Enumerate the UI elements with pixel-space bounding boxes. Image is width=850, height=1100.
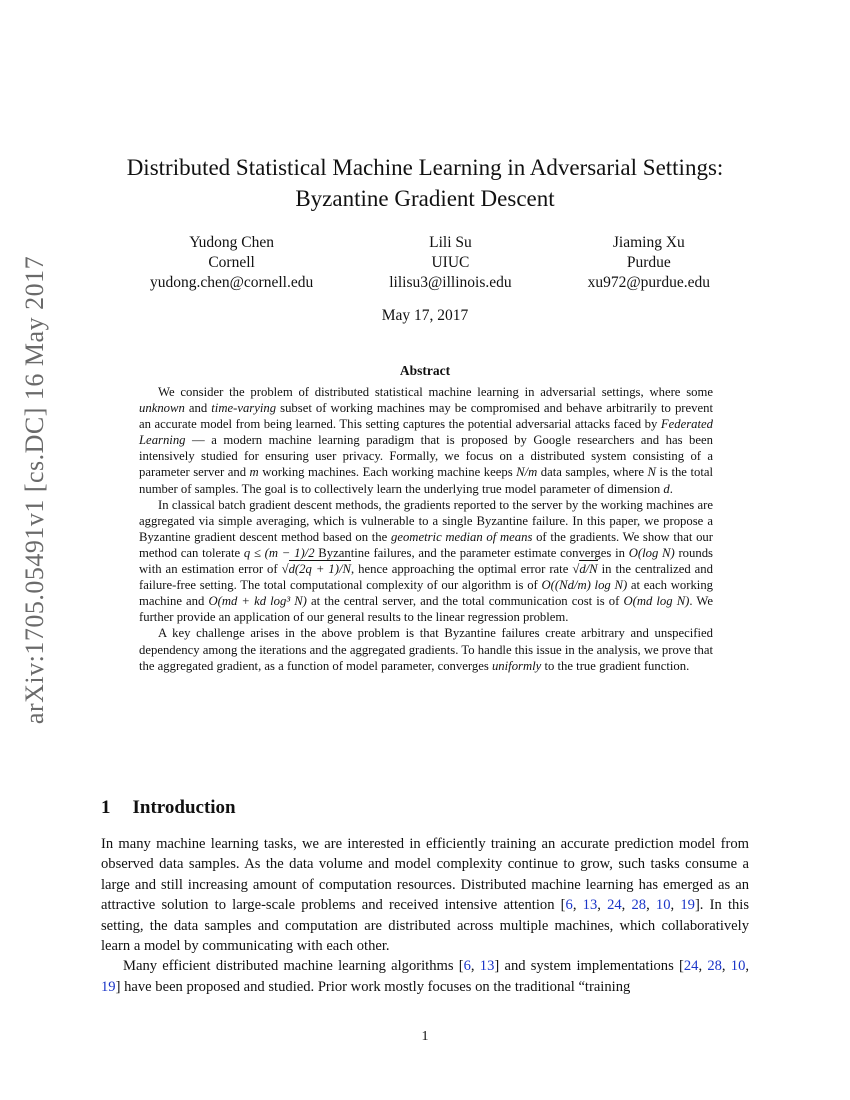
- citation-link[interactable]: 10: [655, 897, 671, 914]
- math-inline: q ≤ (m − 1)/2: [243, 545, 315, 560]
- abstract-text: Byzantine failures, and the parameter estimate converges in: [314, 545, 629, 560]
- title-line-2: Byzantine Gradient Descent: [295, 186, 555, 211]
- arxiv-stamp-text: arXiv:1705.05491v1 [cs.DC] 16 May 2017: [20, 255, 49, 725]
- abstract-paragraph-2: In classical batch gradient descent methods, the gradients reported to the server by the working machines are aggregated via simple averaging, which is vulnerable to a single Byzantine failure. In this paper, we propose a Byzantine gradient descent method based on the geometric median of means of the gradients. We show that our method can tolerate q ≤ (m − 1)/2 Byzantine failures, and the parameter estimate converges in O(log N) rounds with an estimation error of √d(2q + 1)/N, hence approaching the optimal error rate √d/N in the centralized and failure-free setting. The total computational complexity of our algorithm is of O((Nd/m) log N) at each working machine and O(md + kd log³ N) at the central server, and the total communication cost is of O(md log N). We further provide an application of our general results to the linear regression problem.: [139, 497, 714, 625]
- body-text: ] and system implementations [: [494, 958, 684, 975]
- citation-link[interactable]: 13: [479, 958, 495, 975]
- math-sqrt: d(2q + 1)/N: [288, 562, 351, 577]
- math-inline: N: [647, 465, 656, 480]
- author-affiliation: UIUC: [431, 254, 470, 271]
- citation-link[interactable]: 6: [565, 897, 573, 914]
- author-affiliation: Cornell: [208, 254, 255, 271]
- abstract-text: at the central server, and the total communication cost is of: [306, 594, 624, 609]
- author-1: [150, 233, 313, 293]
- abstract-emphasis: Federated Learning: [139, 417, 713, 448]
- abstract-text: subset of working machines may be compromised and behave arbitrarily to prevent an accurate model from being learned. This setting captures the potential adversarial attacks faced by: [139, 401, 713, 432]
- abstract-text: , hence approaching the optimal error rate: [350, 562, 573, 577]
- citation-link[interactable]: 28: [707, 958, 722, 975]
- abstract-emphasis: uniformly: [491, 658, 542, 673]
- citation-link[interactable]: 10: [730, 958, 746, 975]
- citation-link[interactable]: 6: [463, 958, 471, 975]
- math-inline: O(md + kd log³ N): [208, 594, 307, 609]
- author-2: [389, 233, 511, 293]
- citation-link[interactable]: 19: [101, 978, 116, 995]
- body-text: Many efficient distributed machine learning algorithms [: [123, 958, 464, 975]
- title-line-1: Distributed Statistical Machine Learning in Adversarial Settings:: [126, 155, 724, 180]
- abstract-text: We consider the problem of distributed statistical machine learning in adversarial settings, where some: [158, 385, 713, 399]
- math-inline: d: [663, 481, 670, 496]
- body-text: ] have been proposed and studied. Prior work mostly focuses on the traditional “training: [115, 978, 631, 995]
- author-name: Jiaming Xu: [612, 234, 685, 251]
- abstract-emphasis: geometric median of means: [390, 529, 533, 544]
- abstract-text: rounds with an estimation error of: [139, 545, 713, 577]
- page-number: 1: [421, 1029, 429, 1044]
- math-inline: O(md log N): [623, 594, 690, 609]
- citation-link[interactable]: 24: [607, 897, 622, 914]
- abstract-text: — a modern machine learning paradigm that is proposed by Google researchers and has been intensively studied for ensuring user privacy. Formally, we focus on a distributed system consisting of a parameter server and: [139, 433, 713, 480]
- arxiv-stamp: [10, 170, 60, 810]
- math-inline: O((Nd/m) log N): [541, 578, 628, 593]
- abstract-text: A key challenge arises in the above problem is that Byzantine failures create arbitrary and unspecified dependency among the iterations and the aggregated gradients. To handle this issue in the analysis, we prove that the aggregated gradient, as a function of model parameter, converges: [139, 626, 713, 673]
- body-text: In many machine learning tasks, we are interested in efficiently training an accurate prediction model from observed data samples. As the data volume and model complexity continue to grow, such tasks consume a large and still increasing amount of computation resources. Distributed machine learning has emerged as an attractive solution to large-scale problems and received intensive attention [: [101, 836, 749, 914]
- abstract-text: data samples, where: [537, 465, 648, 480]
- abstract-paragraph-3: [139, 625, 713, 673]
- section-heading: [101, 797, 236, 819]
- abstract-text: in the centralized and failure-free setting. The total computational complexity of our algorithm is of: [139, 562, 713, 593]
- abstract-text: is the total number of samples. The goal is to collectively learn the underlying true model parameter of dimension: [139, 465, 713, 496]
- author-name: Lili Su: [429, 234, 472, 251]
- author-email: xu972@purdue.edu: [587, 274, 710, 291]
- intro-paragraph-1: In many machine learning tasks, we are interested in efficiently training an accurate prediction model from observed data samples. As the data volume and model complexity continue to grow, such tasks consume a large and still increasing amount of computation resources. Distributed machine learning has emerged as an attractive solution to large-scale problems and received intensive attention [6, 13, 24, 28, 10, 19]. In this setting, the data samples and computation are distributed across multiple machines, which collaboratively learn a model by communicating with each other.: [101, 836, 750, 955]
- author-email: yudong.chen@cornell.edu: [150, 274, 314, 291]
- abstract-body: [139, 384, 713, 674]
- math-inline: m: [249, 465, 259, 480]
- citation-link[interactable]: 28: [631, 897, 647, 914]
- author-name: Yudong Chen: [189, 234, 275, 251]
- abstract-text: .: [669, 481, 673, 496]
- citation-link[interactable]: 13: [582, 897, 598, 914]
- author-affiliation: Purdue: [626, 254, 671, 271]
- abstract-emphasis: time-varying: [211, 401, 277, 416]
- abstract-text: In classical batch gradient descent methods, the gradients reported to the server by the working machines are aggregated via simple averaging, which is vulnerable to a single Byzantine failure. In this paper, we propose a Byzantine gradient descent method based on the: [139, 497, 713, 544]
- author-3: [588, 233, 710, 293]
- math-inline: O(log N): [628, 545, 675, 560]
- paper-date: May 17, 2017: [381, 307, 469, 324]
- author-email: lilisu3@illinois.edu: [389, 274, 512, 291]
- abstract-text: to the true gradient function.: [541, 658, 690, 673]
- abstract-emphasis: unknown: [139, 401, 185, 416]
- intro-paragraph-2: Many efficient distributed machine learning algorithms [6, 13] and system implementations [24, 28, 10, 19] have been proposed and studied. Prior work mostly focuses on the traditional “training: [101, 958, 750, 995]
- section-title: Introduction: [132, 797, 236, 818]
- citation-link[interactable]: 19: [680, 897, 695, 914]
- body-text: ]. In this setting, the data samples and computation are distributed across multiple machines, which collaboratively learn a model by communicating with each other.: [101, 897, 750, 955]
- abstract-text: . We further provide an application of our general results to the linear regression problem.: [139, 594, 713, 625]
- paper-title: [90, 152, 760, 214]
- math-inline: N/m: [516, 465, 538, 480]
- abstract-text: at each working machine and: [139, 578, 714, 609]
- abstract-text: and: [184, 401, 212, 416]
- abstract-paragraph-1: [139, 384, 713, 497]
- author-block: [150, 233, 710, 293]
- abstract-heading: Abstract: [399, 363, 451, 378]
- math-sqrt: d/N: [579, 562, 598, 577]
- abstract-text: of the gradients. We show that our method can tolerate: [139, 529, 713, 560]
- citation-link[interactable]: 24: [683, 958, 699, 975]
- section-number: 1: [101, 797, 111, 818]
- abstract-text: working machines. Each working machine keeps: [258, 465, 517, 480]
- intro-body: [101, 834, 749, 997]
